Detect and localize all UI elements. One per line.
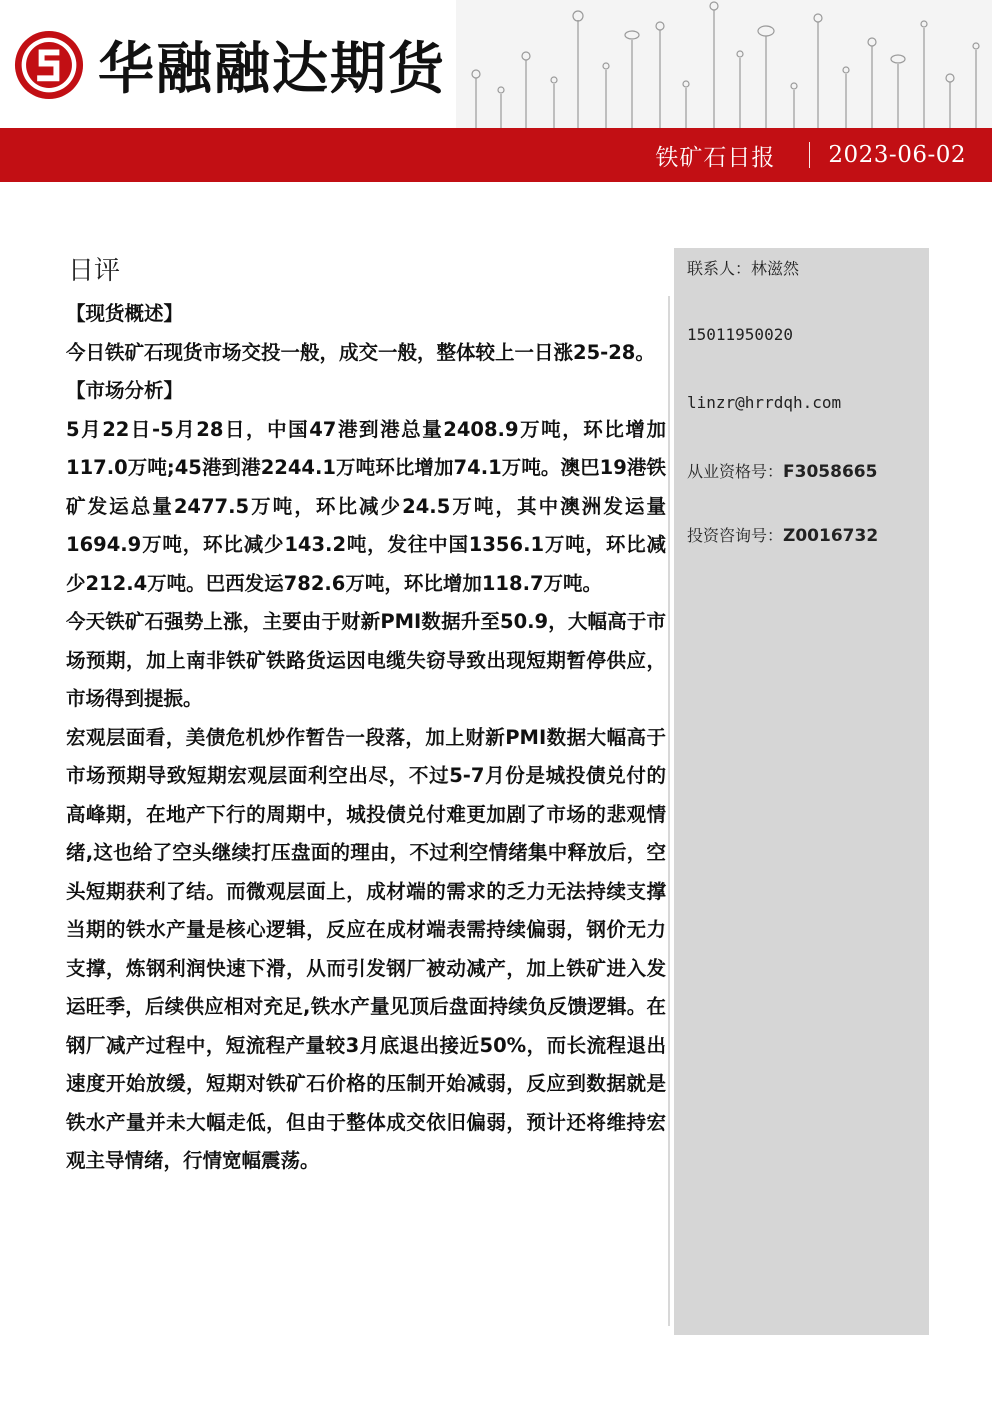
company-logo-icon (12, 28, 86, 102)
spot-overview-text: 今日铁矿石现货市场交投一般，成交一般，整体较上一日涨25-28。 (66, 340, 655, 364)
consult-value: Z0016732 (783, 526, 879, 546)
company-name: 华融融达期货 (98, 37, 446, 102)
contact-phone: 15011950020 (687, 325, 793, 344)
contact-label: 联系人： (687, 259, 752, 278)
qualification-number (687, 459, 877, 482)
report-date: 2023-06-02 (828, 142, 966, 168)
contact-email: linzr@hrrdqh.com (687, 393, 842, 412)
title-separator (809, 142, 810, 168)
qualification-label: 从业资格号： (687, 462, 784, 481)
page-header (0, 0, 992, 182)
report-title-bar (0, 128, 992, 182)
market-analysis-heading: 【市场分析】 (66, 379, 184, 402)
contact-sidebar (674, 248, 929, 1335)
price-driver-paragraph: 今天铁矿石强势上涨，主要由于财新PMI数据升至50.9，大幅高于市场预期，加上南非铁矿铁路货运因电缆失窃导致出现短期暂停供应，市场得到提振。 (66, 610, 666, 710)
brand-logo (12, 20, 446, 110)
report-title: 铁矿石日报 (655, 144, 776, 171)
contact-person (687, 256, 799, 279)
spot-overview-heading: 【现货概述】 (66, 302, 184, 325)
consult-label: 投资咨询号： (687, 526, 784, 545)
macro-analysis-paragraph: 宏观层面看，美债危机炒作暂告一段落，加上财新PMI数据大幅高于市场预期导致短期宏观层面利空出尽，不过5-7月份是城投债兑付的高峰期，在地产下行的周期中，城投债兑付难更加剧了市场的悲观情绪,这也给了空头继续打压盘面的理由，不过利空情绪集中释放后，空头短期获利了结。而微观层面上，成材端的需求的乏力无法持续支撑当期的铁水产量是核心逻辑，反应在成材端表需持续偏弱，钢价无力支撑，炼钢利润快速下滑，从而引发钢厂被动减产，加上铁矿进入发运旺季，后续供应相对充足,铁水产量见顶后盘面持续负反馈逻辑。在钢厂减产过程中，短流程产量较3月底退出接近50%，而长流程退出速度开始放缓，短期对铁矿石价格的压制开始减弱，反应到数据就是铁水产量并未大幅走低，但由于整体成交依旧偏弱，预计还将维持宏观主导情绪，行情宽幅震荡。 (66, 725, 666, 1172)
shipping-data-paragraph: 5月22日-5月28日，中国47港到港总量2408.9万吨，环比增加117.0万吨;45港到港2244.1万吨环比增加74.1万吨。澳巴19港铁矿发运总量2477.5万吨，环比减少24.5万吨，其中澳洲发运量1694.9万吨，环比减少143.2吨，发往中国1356.1万吨，环比减少212.4万吨。巴西发运782.6万吨，环比增加118.7万吨。 (66, 417, 666, 595)
contact-name: 林滋然 (751, 259, 800, 278)
consult-number (687, 523, 878, 546)
main-content (66, 250, 666, 1181)
section-title: 日评 (68, 256, 121, 286)
qualification-value: F3058665 (783, 462, 878, 482)
decorative-line-pattern (456, 0, 992, 128)
content-divider (668, 296, 670, 1326)
